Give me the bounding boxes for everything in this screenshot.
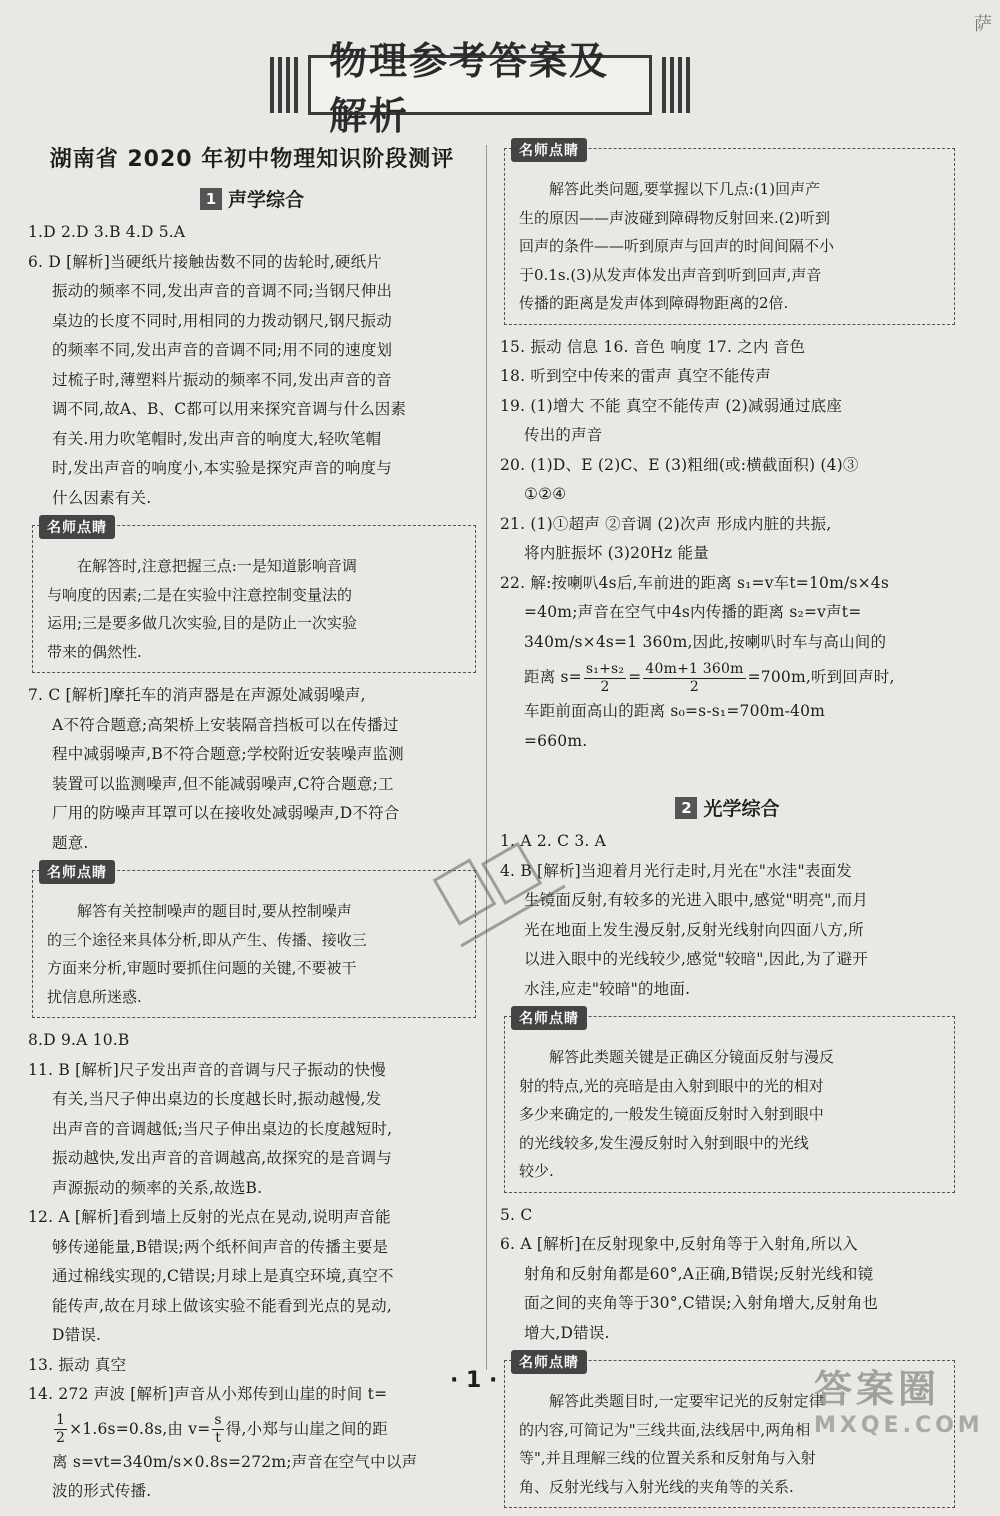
test-title: 湖南省 2020 年初中物理知识阶段测评 xyxy=(49,147,455,172)
tip-line: 运用;三是要多做几次实验,目的是防止一次实验 xyxy=(47,614,357,632)
answer-line-with-fraction: $\frac{1}{2}$ ×1.6s=0.8s,由 v= $\frac{s}{t}$ 得,小郑与山崖之间的距 xyxy=(56,1412,388,1446)
answer-line: 厂用的防噪声耳罩可以在接收处减弱噪声,D不符合 xyxy=(52,804,400,822)
title-box xyxy=(308,39,652,138)
answer-line: D错误. xyxy=(52,1326,102,1344)
tip-label: 名师点睛 xyxy=(511,1350,587,1374)
tip-box xyxy=(504,143,955,325)
answer-line: 面之间的夹角等于30°,C错误;入射角增大,反射角也 xyxy=(524,1294,879,1312)
tip-line: 的内容,可简记为"三线共面,法线居中,两角相 xyxy=(519,1420,811,1439)
answer-line: 程中减弱噪声,B不符合题意;学校附近安装噪声监测 xyxy=(52,745,404,763)
watermark-text: 答案圈 xyxy=(814,1367,941,1411)
column-divider xyxy=(486,145,487,1370)
tip-line: 的三个途径来具体分析,即从产生、传播、接收三 xyxy=(47,930,367,949)
answer-line: 离 s=vt=340m/s×0.8s=272m;声音在空气中以声 xyxy=(52,1452,418,1471)
tip-line: 与响度的因素;二是在实验中注意控制变量法的 xyxy=(47,585,353,604)
answer-line: 340m/s×4s=1 360m,因此,按喇叭时车与高山间的 xyxy=(524,632,887,651)
answer-line: 波的形式传播. xyxy=(52,1482,152,1500)
answer-line: 什么因素有关. xyxy=(52,488,152,507)
answer-line: 11. B [解析]尺子发出声音的音调与尺子振动的快慢 xyxy=(28,1060,386,1079)
section-heading-optics xyxy=(500,794,955,821)
page-number: · 1 · xyxy=(450,1368,498,1393)
answer-line: 传出的声音 xyxy=(524,426,603,444)
tip-line: 解答有关控制噪声的题目时,要从控制噪声 xyxy=(77,902,352,920)
fraction: $\frac{s}{t}$ xyxy=(214,1412,222,1446)
tip-box xyxy=(32,865,476,1018)
tip-line: 回声的条件——听到原声与回声的时间间隔不小 xyxy=(519,237,835,255)
answer-line: =40m;声音在空气中4s内传播的距离 s₂=v声t= xyxy=(524,603,862,621)
answer-line: A不符合题意;高架桥上安装隔音挡板可以在传播过 xyxy=(52,715,399,734)
answer-line: 出声音的音调越低;当尺子伸出桌边的长度越短时, xyxy=(52,1119,393,1138)
answer-line: 有关,当尺子伸出桌边的长度越长时,振动越慢,发 xyxy=(52,1090,382,1108)
answer-line: 射角和反射角都是60°,A正确,B错误;反射光线和镜 xyxy=(524,1264,874,1283)
tip-line: 生的原因——声波碰到障碍物反射回来.(2)听到 xyxy=(519,208,831,227)
fraction: $\frac{1}{2}$ xyxy=(56,1412,66,1446)
tip-line: 等",并且理解三线的位置关系和反射角与入射 xyxy=(519,1449,816,1467)
page-title: 物理参考答案及解析 xyxy=(329,39,610,138)
right-column xyxy=(500,138,955,1516)
tip-line: 的光线较多,发生漫反射时入射到眼中的光线 xyxy=(519,1133,809,1152)
tip-label: 名师点睛 xyxy=(39,860,115,884)
answer-line: =660m. xyxy=(524,731,588,750)
tip-line: 解答此类题目时,一定要牢记光的反射定律 xyxy=(549,1392,824,1410)
section-label: 声学综合 xyxy=(227,189,304,211)
answer-line: 7. C [解析]摩托车的消声器是在声源处减弱噪声, xyxy=(28,686,366,704)
answer-line: 14. 272 声波 [解析]声音从小郑传到山崖的时间 t= xyxy=(28,1385,388,1403)
tip-line: 解答此类问题,要掌握以下几点:(1)回声产 xyxy=(549,180,821,198)
answer-line: 20. (1)D、E (2)C、E (3)粗细(或:横截面积) (4)③ xyxy=(500,455,859,474)
answer-line: 18. 听到空中传来的雷声 真空不能传声 xyxy=(500,367,772,385)
tip-label: 名师点睛 xyxy=(39,515,115,539)
answer-line: 够传递能量,B错误;两个纸杯间声音的传播主要是 xyxy=(52,1237,389,1256)
tip-box xyxy=(32,520,476,673)
tip-line: 较少. xyxy=(519,1162,554,1180)
section-number: 2 xyxy=(675,797,697,819)
answer-line: 13. 振动 真空 xyxy=(28,1355,127,1374)
tip-line: 多少来确定的,一般发生镜面反射时入射到眼中 xyxy=(519,1105,824,1123)
corner-mark: 萨 xyxy=(974,14,992,35)
answer-line: 桌边的长度不同时,用相同的力拨动钢尺,钢尺振动 xyxy=(52,311,392,330)
banner-stripes-right xyxy=(662,57,690,113)
answer-line: 将内脏振坏 (3)20Hz 能量 xyxy=(524,544,709,562)
answer-line: 水洼,应走"较暗"的地面. xyxy=(524,979,691,998)
tip-line: 扰信息所迷惑. xyxy=(47,987,142,1006)
answer-line: 振动越快,发出声音的音调越高,故探究的是音调与 xyxy=(52,1149,392,1167)
fraction: $\frac{40m+1 360m}{2}$ xyxy=(645,660,744,695)
answer-line: 以进入眼中的光线较少,感觉"较暗",因此,为了避开 xyxy=(524,950,869,968)
title-banner xyxy=(270,39,690,138)
answer-line: 6. A [解析]在反射现象中,反射角等于入射角,所以入 xyxy=(500,1235,858,1253)
section-number: 1 xyxy=(200,188,222,210)
answer-line: 5. C xyxy=(500,1205,533,1224)
answer-line: 1.D 2.D 3.B 4.D 5.A xyxy=(28,223,186,241)
answer-line: 调不同,故A、B、C都可以用来探究音调与什么因素 xyxy=(52,400,407,418)
section-heading-acoustics xyxy=(28,185,476,212)
answer-line: 装置可以监测噪声,但不能减弱噪声,C符合题意;工 xyxy=(52,774,394,793)
answer-line: 生镜面反射,有较多的光进入眼中,感觉"明亮",而月 xyxy=(524,891,869,909)
tip-label: 名师点睛 xyxy=(511,1006,587,1030)
tip-line: 于0.1s.(3)从发声体发出声音到听到回声,声音 xyxy=(519,265,822,284)
answer-line: 1. A 2. C 3. A xyxy=(500,832,607,850)
banner-stripes-left xyxy=(270,57,298,113)
tip-line: 射的特点,光的亮暗是由入射到眼中的光的相对 xyxy=(519,1076,824,1095)
tip-line: 解答此类题关键是正确区分镜面反射与漫反 xyxy=(549,1048,835,1066)
answer-line: 能传声,故在月球上做该实验不能看到光点的晃动, xyxy=(52,1296,392,1315)
fraction: $\frac{\text{s₁+s₂}}{2}$ xyxy=(585,660,625,695)
answer-line: 光在地面上发生漫反射,反射光线射向四面八方,所 xyxy=(524,920,864,939)
tip-line: 传播的距离是发声体到障碍物距离的2倍. xyxy=(519,294,789,312)
answer-line: 有关.用力吹笔帽时,发出声音的响度大,轻吹笔帽 xyxy=(52,429,382,448)
answer-line: 12. A [解析]看到墙上反射的光点在晃动,说明声音能 xyxy=(28,1208,391,1226)
answer-line: 过梳子时,薄塑料片振动的频率不同,发出声音的音 xyxy=(52,370,392,389)
answer-line: ①②④ xyxy=(524,485,567,503)
answer-line: 时,发出声音的响度小,本实验是探究声音的响度与 xyxy=(52,459,392,477)
tip-line: 带来的偶然性. xyxy=(47,642,142,661)
answer-line: 6. D [解析]当硬纸片接触齿数不同的齿轮时,硬纸片 xyxy=(28,252,382,271)
tip-line: 方面来分析,审题时要抓住问题的关键,不要被干 xyxy=(47,959,357,977)
answer-line: 车距前面高山的距离 s₀=s-s₁=700m-40m xyxy=(524,702,826,720)
answer-line: 15. 振动 信息 16. 音色 响度 17. 之内 音色 xyxy=(500,337,806,356)
answer-line: 通过棉线实现的,C错误;月球上是真空环境,真空不 xyxy=(52,1267,394,1285)
tip-line: 在解答时,注意把握三点:一是知道影响音调 xyxy=(77,557,357,575)
answer-line: 的频率不同,发出声音的音调不同;用不同的速度划 xyxy=(52,341,393,359)
answer-line: 题意. xyxy=(52,833,89,852)
answer-line: 8.D 9.A 10.B xyxy=(28,1031,130,1049)
tip-line: 角、反射光线与入射光线的夹角等的关系. xyxy=(519,1477,794,1496)
answer-line-with-fraction: 距离 s= $\frac{\text{s₁+s₂}}{2}$ = $\frac{40m+1 360m}{2}$ =700m,听到回声时, xyxy=(524,660,895,695)
tip-label: 名师点睛 xyxy=(511,138,587,162)
answer-line: 增大,D错误. xyxy=(524,1323,610,1342)
tip-box xyxy=(504,1011,955,1193)
answer-line: 振动的频率不同,发出声音的音调不同;当钢尺伸出 xyxy=(52,282,393,300)
watermark-logo xyxy=(814,1358,994,1438)
left-column xyxy=(28,138,476,1507)
answer-line: 19. (1)增大 不能 真空不能传声 (2)减弱通过底座 xyxy=(500,396,843,415)
answer-line: 21. (1)①超声 ②音调 (2)次声 形成内脏的共振, xyxy=(500,514,832,533)
answer-line: 声源振动的频率的关系,故选B. xyxy=(52,1178,263,1197)
watermark-url: MXQE.COM xyxy=(814,1413,984,1438)
answer-line: 4. B [解析]当迎着月光行走时,月光在"水洼"表面发 xyxy=(500,861,852,880)
answer-line: 22. 解:按喇叭4s后,车前进的距离 s₁=v车t=10m/s×4s xyxy=(500,573,889,592)
section-label: 光学综合 xyxy=(703,798,780,820)
